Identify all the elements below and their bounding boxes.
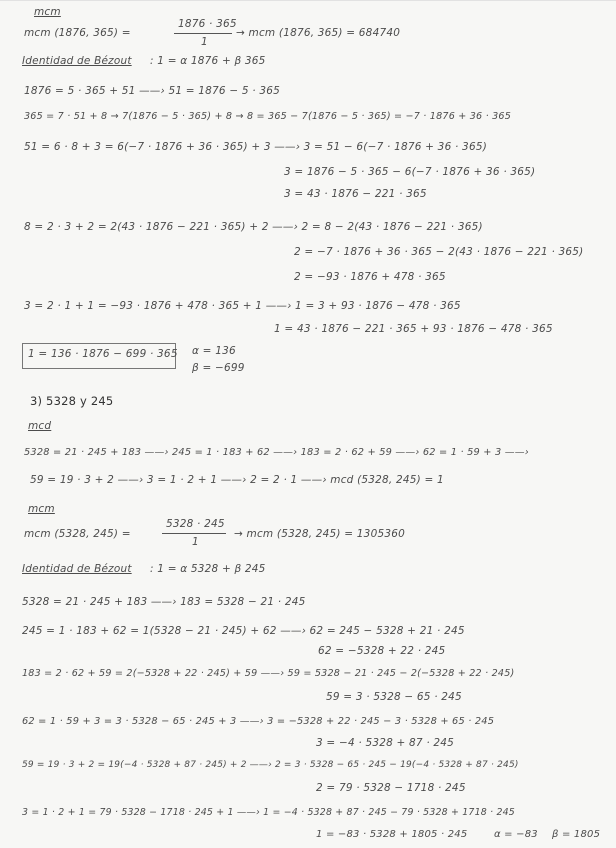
fraction-bar [162,533,226,534]
mcm-numerator: 5328 · 245 [166,518,225,530]
step-line: 59 = 3 · 5328 − 65 · 245 [326,691,462,703]
mcm-denominator: 1 [201,36,208,48]
alpha-value: α = −83 [494,829,538,840]
step-line: 62 = −5328 + 22 · 245 [318,645,446,657]
step-line: 245 = 1 · 183 + 62 = 1(5328 − 21 · 245) + 62 ——› 62 = 245 − 5328 + 21 · 245 [22,625,465,637]
mcm-result: → mcm (1876, 365) = 684740 [236,27,401,39]
step-line: 3 = 1 · 2 + 1 = 79 · 5328 − 1718 · 245 + 1 ——› 1 = −4 · 5328 + 87 · 245 − 79 · 5328 + 1718 · 245 [22,807,515,818]
mcm-numerator: 1876 · 365 [178,18,237,30]
beta-value: β = −699 [192,362,245,374]
beta-value: β = 1805 [552,829,601,840]
step-line: 183 = 2 · 62 + 59 = 2(−5328 + 22 · 245) + 59 ——› 59 = 5328 − 21 · 245 − 2(−5328 + 22 · 245) [22,668,515,679]
step-line: 2 = 79 · 5328 − 1718 · 245 [316,782,466,794]
step-line: 51 = 6 · 8 + 3 = 6(−7 · 1876 + 36 · 365) + 3 ——› 3 = 51 − 6(−7 · 1876 + 36 · 365) [24,141,487,153]
step-line: 2 = −7 · 1876 + 36 · 365 − 2(43 · 1876 − 221 · 365) [294,246,584,258]
mcm-result: → mcm (5328, 245) = 1305360 [234,528,405,540]
boxed-result-text: 1 = −83 · 5328 + 1805 · 245 [316,829,468,840]
mcm-lhs: mcm (1876, 365) = [24,27,131,39]
step-line: 8 = 2 · 3 + 2 = 2(43 · 1876 − 221 · 365) + 2 ——› 2 = 8 − 2(43 · 1876 − 221 · 365) [24,221,483,233]
step-line: 59 = 19 · 3 + 2 ——› 3 = 1 · 2 + 1 ——› 2 = 2 · 1 ——› mcd (5328, 245) = 1 [30,474,444,486]
step-line: 1 = 43 · 1876 − 221 · 365 + 93 · 1876 − 478 · 365 [274,323,553,335]
mcm-denominator: 1 [192,536,199,548]
page-top-edge [0,0,616,1]
step-line: 3 = 1876 − 5 · 365 − 6(−7 · 1876 + 36 · 365) [284,166,536,178]
mcm-heading: mcm [28,503,55,515]
mcm-lhs: mcm (5328, 245) = [24,528,131,540]
step-line: 59 = 19 · 3 + 2 = 19(−4 · 5328 + 87 · 245) + 2 ——› 2 = 3 · 5328 − 65 · 245 − 19(−4 · 5328 + 87 · 245) [22,760,519,770]
step-line: 3 = 43 · 1876 − 221 · 365 [284,188,427,200]
mcd-heading: mcd [28,420,52,432]
mcm-heading: mcm [34,6,61,18]
step-line: 62 = 1 · 59 + 3 = 3 · 5328 − 65 · 245 + 3 ——› 3 = −5328 + 22 · 245 − 3 · 5328 + 65 · 245 [22,716,495,727]
bezout-equation: : 1 = α 5328 + β 245 [150,563,266,575]
step-line: 365 = 7 · 51 + 8 → 7(1876 − 5 · 365) + 8 → 8 = 365 − 7(1876 − 5 · 365) = −7 · 1876 + 36 · 365 [24,111,512,122]
bezout-heading: Identidad de Bézout [22,563,132,575]
alpha-value: α = 136 [192,345,236,357]
step-line: 3 = −4 · 5328 + 87 · 245 [316,737,455,749]
bezout-heading: Identidad de Bézout [22,55,132,67]
boxed-result-text: 1 = 136 · 1876 − 699 · 365 [28,348,178,360]
fraction-bar [174,33,232,34]
step-line: 5328 = 21 · 245 + 183 ——› 245 = 1 · 183 + 62 ——› 183 = 2 · 62 + 59 ——› 62 = 1 · 59 + 3 ——› [24,447,529,458]
problem-title: 3) 5328 y 245 [30,394,114,408]
step-line: 1876 = 5 · 365 + 51 ——› 51 = 1876 − 5 · 365 [24,85,281,97]
step-line: 3 = 2 · 1 + 1 = −93 · 1876 + 478 · 365 + 1 ——› 1 = 3 + 93 · 1876 − 478 · 365 [24,300,461,312]
bezout-equation: : 1 = α 1876 + β 365 [150,55,266,67]
step-line: 2 = −93 · 1876 + 478 · 365 [294,271,446,283]
step-line: 5328 = 21 · 245 + 183 ——› 183 = 5328 − 21 · 245 [22,596,306,608]
